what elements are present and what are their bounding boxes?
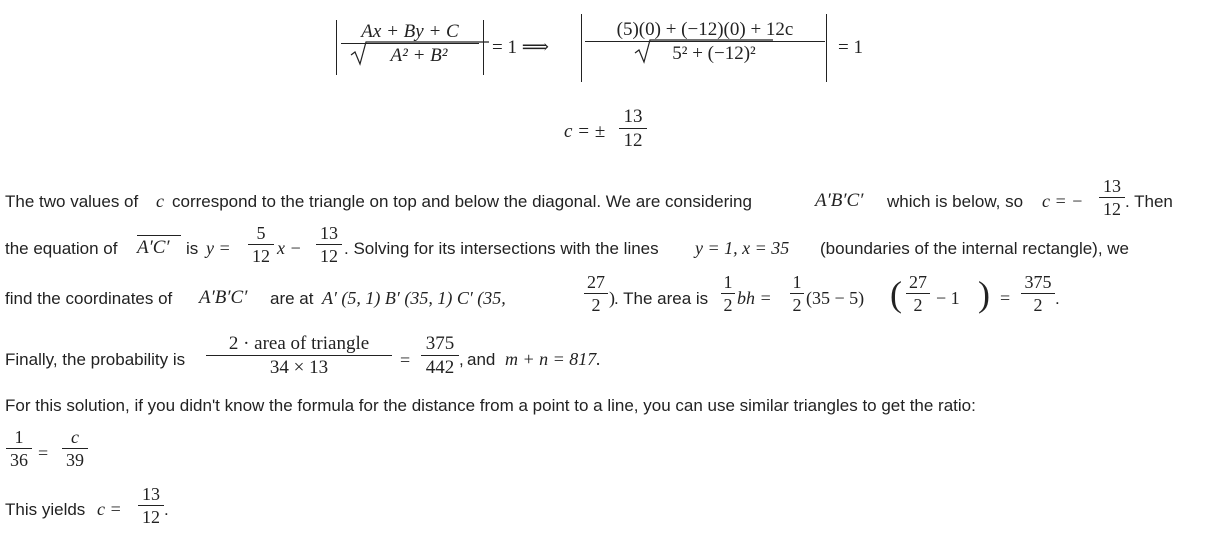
boundary-lines: y = 1, x = 35 xyxy=(695,238,790,258)
text: . Solving for its intersections with the lines xyxy=(344,239,659,258)
text: . The area is xyxy=(614,289,709,308)
fraction-1-2: 1 2 xyxy=(790,273,804,314)
bh-equals: bh = xyxy=(737,288,772,308)
big-close-paren: ) xyxy=(978,274,990,314)
sqrt-icon xyxy=(633,40,653,64)
m-plus-n: m + n = 817. xyxy=(505,349,601,369)
equals: = xyxy=(1000,288,1011,308)
text: correspond to the triangle on top and below the diagonal. We are considering xyxy=(172,192,752,211)
close-paren: ) xyxy=(609,288,615,308)
abs-bar-left-2 xyxy=(581,14,582,82)
c-equals: c = xyxy=(97,499,122,519)
distance-formula-fraction: Ax + By + C A² + B² xyxy=(341,22,479,65)
difference: (35 − 5) xyxy=(806,288,865,308)
fraction-375-442: 375 442 xyxy=(421,334,459,377)
big-open-paren: ( xyxy=(890,274,902,314)
text: and xyxy=(467,350,496,369)
text: (boundaries of the internal rectangle), we xyxy=(820,239,1130,258)
text: are at xyxy=(270,289,314,308)
fraction-1-36: 1 36 xyxy=(6,428,32,469)
substituted-fraction: (5)(0) + (−12)(0) + 12c 5² + (−12)² xyxy=(585,20,825,63)
fraction-27-2: 27 2 xyxy=(906,273,930,314)
c-equals-minus: c = − xyxy=(1042,191,1084,211)
c-fraction: 13 12 xyxy=(619,107,647,150)
equals: = xyxy=(38,443,49,463)
text: find the coordinates of xyxy=(5,289,173,308)
triangle-label: A′B′C′ xyxy=(199,287,248,308)
text: is xyxy=(186,239,199,258)
triangle-label: A′B′C′ xyxy=(815,190,864,211)
text: the equation of xyxy=(5,239,118,258)
paragraph-line-5: For this solution, if you didn't know the formula for the distance from a point to a line, you can use similar triangles to get the ratio: xyxy=(5,396,976,415)
x-minus: x − xyxy=(277,238,302,258)
abs-bar-right-2 xyxy=(826,14,827,82)
period: . xyxy=(1055,289,1060,308)
fraction-375-2: 375 2 xyxy=(1021,273,1055,314)
segment-label: A′C′ xyxy=(137,237,170,258)
fraction-13-12: 13 12 xyxy=(138,485,164,526)
text: . Then xyxy=(1125,192,1173,211)
fraction-5-12: 5 12 xyxy=(248,224,274,265)
fraction-13-12: 13 12 xyxy=(1099,177,1125,218)
equals-one: = 1 xyxy=(838,37,863,58)
text: which is below, so xyxy=(887,192,1024,211)
overline xyxy=(137,235,181,236)
fraction-1-2: 1 2 xyxy=(721,273,735,314)
sqrt-icon xyxy=(349,42,369,66)
equals: = xyxy=(400,350,411,370)
probability-fraction: 2 · area of triangle 34 × 13 xyxy=(206,334,392,377)
text: This yields xyxy=(5,500,86,519)
comma: , xyxy=(459,350,464,369)
fraction-27-2: 27 2 xyxy=(584,273,608,314)
fraction-13-12: 13 12 xyxy=(316,224,342,265)
coordinates: A′ (5, 1) B′ (35, 1) C′ (35, xyxy=(322,288,506,308)
abs-bar-left-1 xyxy=(336,20,337,75)
text: Finally, the probability is xyxy=(5,350,186,369)
abs-bar-right-1 xyxy=(483,20,484,75)
fraction-c-39: c 39 xyxy=(62,428,88,469)
period: . xyxy=(164,500,169,519)
var-c: c xyxy=(156,191,164,211)
minus-one: − 1 xyxy=(936,288,960,308)
text: The two values of xyxy=(5,192,139,211)
y-equals: y = xyxy=(206,238,231,258)
c-plus-minus: c = ± xyxy=(564,121,606,142)
equals-implies: = 1 ⟹ xyxy=(492,37,549,58)
